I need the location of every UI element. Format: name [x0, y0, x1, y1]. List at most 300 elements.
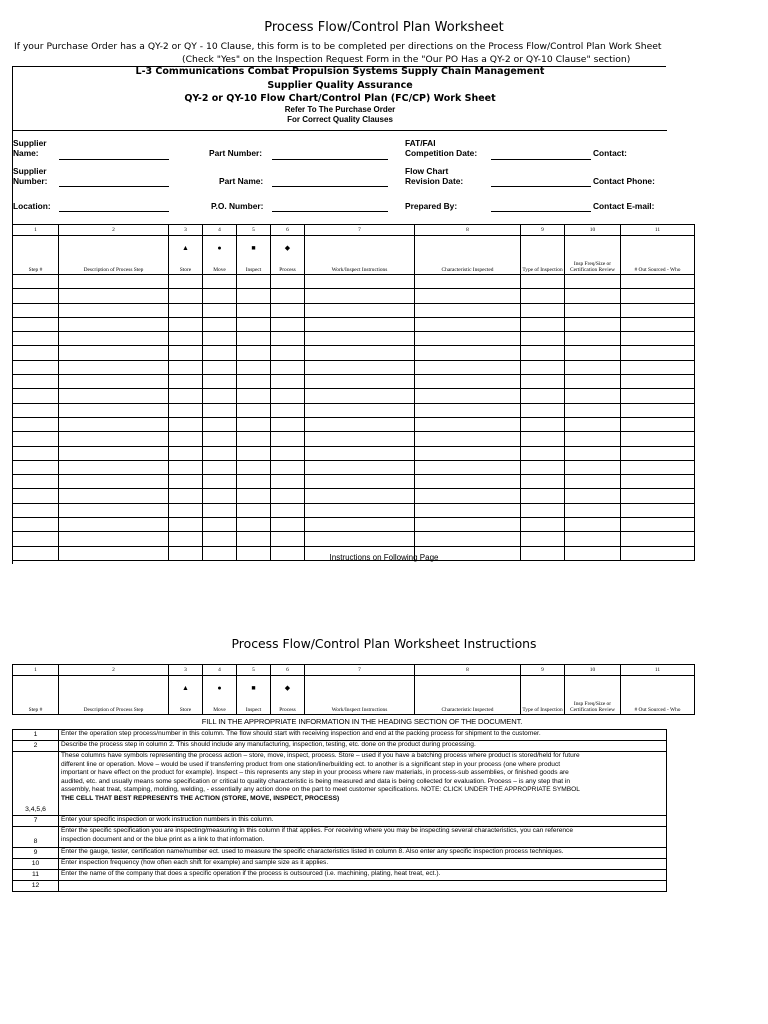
- entry-cell[interactable]: [237, 332, 271, 346]
- entry-cell[interactable]: [271, 360, 305, 374]
- instruction-text-line: audited, etc. and usually means some specification or critical to quality characteristic is being measured and data is being collected for evaluation. Process – is any step that in: [61, 777, 571, 785]
- entry-cell[interactable]: [13, 317, 59, 331]
- entry-cell[interactable]: [565, 332, 621, 346]
- entry-cell[interactable]: [271, 303, 305, 317]
- entry-cell[interactable]: [521, 532, 565, 546]
- entry-cell[interactable]: [621, 375, 695, 389]
- entry-cell[interactable]: [271, 489, 305, 503]
- entry-cell[interactable]: [237, 460, 271, 474]
- entry-cell[interactable]: [415, 403, 521, 417]
- entry-cell[interactable]: [13, 403, 59, 417]
- entry-cell[interactable]: [621, 389, 695, 403]
- worksheet-title: Process Flow/Control Plan Worksheet: [264, 20, 504, 35]
- entry-cell[interactable]: [415, 432, 521, 446]
- entry-cell[interactable]: [237, 432, 271, 446]
- entry-cell[interactable]: [237, 403, 271, 417]
- entry-cell[interactable]: [13, 518, 59, 532]
- entry-cell[interactable]: [271, 289, 305, 303]
- inspect-square-icon: ■: [251, 684, 256, 692]
- entry-cell[interactable]: [565, 303, 621, 317]
- entry-cell[interactable]: [621, 432, 695, 446]
- entry-cell[interactable]: [59, 303, 169, 317]
- entry-cell[interactable]: [415, 532, 521, 546]
- entry-cell[interactable]: [59, 475, 169, 489]
- entry-cell[interactable]: [521, 475, 565, 489]
- entry-cell[interactable]: [621, 417, 695, 431]
- entry-cell[interactable]: [521, 503, 565, 517]
- process-diamond-icon: ◆: [284, 684, 291, 692]
- entry-cell[interactable]: [13, 446, 59, 460]
- entry-cell[interactable]: [13, 332, 59, 346]
- entry-cell[interactable]: [565, 375, 621, 389]
- entry-cell[interactable]: [169, 275, 203, 289]
- location-label: Location:: [13, 201, 51, 211]
- entry-cell[interactable]: [169, 532, 203, 546]
- entry-cell[interactable]: [305, 460, 415, 474]
- instructions-col-header: [169, 676, 203, 715]
- entry-cell[interactable]: [521, 389, 565, 403]
- entry-cell[interactable]: [521, 332, 565, 346]
- entry-cell[interactable]: [59, 289, 169, 303]
- entry-cell[interactable]: [415, 489, 521, 503]
- entry-cell[interactable]: [305, 275, 415, 289]
- entry-cell[interactable]: [237, 532, 271, 546]
- worksheet-col-label: Inspect: [245, 267, 262, 273]
- entry-cell[interactable]: [621, 489, 695, 503]
- entry-cell[interactable]: [13, 275, 59, 289]
- po-clause-note: If your Purchase Order has a QY-2 or QY - 10 Clause, this form is to be completed per directions on the Process Flow/Control Plan Work Sheet: [14, 41, 662, 52]
- entry-cell[interactable]: [621, 460, 695, 474]
- entry-cell[interactable]: [169, 432, 203, 446]
- entry-cell[interactable]: [271, 389, 305, 403]
- entry-cell[interactable]: [305, 417, 415, 431]
- worksheet-col-label: Characteristic Inspected: [441, 267, 494, 273]
- entry-cell[interactable]: [305, 375, 415, 389]
- entry-cell[interactable]: [169, 332, 203, 346]
- entry-cell[interactable]: [305, 532, 415, 546]
- instruction-text-line: THE CELL THAT BEST REPRESENTS THE ACTION (STORE, MOVE, INSPECT, PROCESS): [61, 794, 340, 802]
- entry-cell[interactable]: [169, 403, 203, 417]
- worksheet-col-number: 9: [521, 225, 565, 236]
- entry-cell[interactable]: [13, 489, 59, 503]
- refer-note-1: Refer To The Purchase Order: [284, 105, 396, 114]
- part-number-field[interactable]: [272, 159, 388, 160]
- entry-cell[interactable]: [203, 289, 237, 303]
- refer-note-2: For Correct Quality Clauses: [287, 115, 393, 124]
- entry-cell[interactable]: [169, 475, 203, 489]
- entry-cell[interactable]: [621, 446, 695, 460]
- entry-cell[interactable]: [59, 489, 169, 503]
- entry-cell[interactable]: [271, 518, 305, 532]
- entry-cell[interactable]: [271, 475, 305, 489]
- po-number-label: P.O. Number:: [211, 201, 264, 211]
- instructions-col-header: [271, 676, 305, 715]
- contact-email-label: Contact E-mail:: [593, 201, 655, 211]
- entry-cell[interactable]: [521, 460, 565, 474]
- entry-cell[interactable]: [415, 289, 521, 303]
- worksheet-col-label: Type of Inspection: [522, 267, 563, 273]
- worksheet-col-label: Description of Process Step: [83, 267, 144, 273]
- entry-cell[interactable]: [13, 475, 59, 489]
- entry-cell[interactable]: [305, 446, 415, 460]
- worksheet-col-header: [415, 236, 521, 275]
- entry-cell[interactable]: [271, 332, 305, 346]
- entry-cell[interactable]: [59, 532, 169, 546]
- entry-cell[interactable]: [169, 360, 203, 374]
- worksheet-col-header: [203, 236, 237, 275]
- worksheet-grid: [12, 224, 695, 561]
- entry-cell[interactable]: [565, 275, 621, 289]
- entry-cell[interactable]: [203, 503, 237, 517]
- entry-cell[interactable]: [271, 317, 305, 331]
- entry-cell[interactable]: [59, 346, 169, 360]
- entry-cell[interactable]: [305, 360, 415, 374]
- entry-cell[interactable]: [59, 460, 169, 474]
- entry-cell[interactable]: [203, 489, 237, 503]
- entry-cell[interactable]: [203, 389, 237, 403]
- prepared-by-field[interactable]: [491, 211, 591, 212]
- entry-cell[interactable]: [271, 432, 305, 446]
- entry-cell[interactable]: [169, 389, 203, 403]
- entry-cell[interactable]: [203, 417, 237, 431]
- entry-cell[interactable]: [305, 317, 415, 331]
- entry-cell[interactable]: [621, 475, 695, 489]
- entry-cell[interactable]: [59, 446, 169, 460]
- entry-cell[interactable]: [415, 375, 521, 389]
- entry-cell[interactable]: [271, 417, 305, 431]
- entry-cell[interactable]: [13, 360, 59, 374]
- instruction-column-key: 9: [13, 848, 59, 859]
- instructions-col-header: [521, 676, 565, 715]
- entry-cell[interactable]: [271, 460, 305, 474]
- instruction-row: [13, 752, 667, 816]
- entry-cell[interactable]: [237, 389, 271, 403]
- entry-cell[interactable]: [565, 532, 621, 546]
- entry-cell[interactable]: [59, 389, 169, 403]
- entry-cell[interactable]: [13, 289, 59, 303]
- entry-cell[interactable]: [237, 489, 271, 503]
- entry-cell[interactable]: [203, 532, 237, 546]
- instruction-row: [13, 741, 667, 752]
- instructions-col-number: 11: [621, 665, 695, 676]
- entry-cell[interactable]: [59, 275, 169, 289]
- entry-cell[interactable]: [237, 346, 271, 360]
- entry-cell[interactable]: [203, 275, 237, 289]
- entry-cell[interactable]: [169, 518, 203, 532]
- entry-cell[interactable]: [237, 360, 271, 374]
- entry-cell[interactable]: [13, 460, 59, 474]
- entry-cell[interactable]: [521, 317, 565, 331]
- move-circle-icon: ●: [217, 244, 222, 252]
- worksheet-col-number: 8: [415, 225, 521, 236]
- instructions-col-number: 1: [13, 665, 59, 676]
- worksheet-col-label: # Out Sourced - Who: [634, 267, 681, 273]
- entry-cell[interactable]: [169, 346, 203, 360]
- entry-cell[interactable]: [521, 375, 565, 389]
- entry-cell[interactable]: [621, 346, 695, 360]
- entry-cell[interactable]: [521, 289, 565, 303]
- entry-cell[interactable]: [305, 389, 415, 403]
- entry-cell[interactable]: [565, 317, 621, 331]
- entry-cell[interactable]: [621, 503, 695, 517]
- instructions-col-label: Work/Inspect Instructions: [331, 707, 388, 713]
- entry-cell[interactable]: [521, 403, 565, 417]
- worksheet-col-number: 7: [305, 225, 415, 236]
- instruction-text: Enter your specific inspection or work instruction numbers in this column.: [59, 816, 667, 827]
- entry-cell[interactable]: [415, 503, 521, 517]
- instruction-row: [13, 848, 667, 859]
- instructions-col-label: Type of Inspection: [522, 707, 563, 713]
- entry-cell[interactable]: [415, 360, 521, 374]
- entry-cell[interactable]: [271, 275, 305, 289]
- instruction-text: Enter the name of the company that does a specific operation if the process is outsourced (i.e. machining, plating, heat treat, ect.).: [59, 870, 667, 881]
- table-row: [13, 489, 695, 503]
- entry-cell[interactable]: [415, 446, 521, 460]
- inspect-square-icon: ■: [251, 244, 256, 252]
- instructions-col-number: 7: [305, 665, 415, 676]
- entry-cell[interactable]: [621, 518, 695, 532]
- entry-cell[interactable]: [59, 317, 169, 331]
- supplier-number-field[interactable]: [59, 186, 169, 187]
- table-row: [13, 332, 695, 346]
- entry-cell[interactable]: [521, 360, 565, 374]
- entry-cell[interactable]: [565, 460, 621, 474]
- entry-cell[interactable]: [13, 503, 59, 517]
- entry-cell[interactable]: [305, 403, 415, 417]
- entry-cell[interactable]: [237, 375, 271, 389]
- entry-cell[interactable]: [521, 417, 565, 431]
- instructions-col-label: Characteristic Inspected: [441, 707, 494, 713]
- entry-cell[interactable]: [305, 432, 415, 446]
- entry-cell[interactable]: [13, 432, 59, 446]
- entry-cell[interactable]: [169, 375, 203, 389]
- entry-cell[interactable]: [271, 503, 305, 517]
- entry-cell[interactable]: [415, 417, 521, 431]
- entry-cell[interactable]: [237, 475, 271, 489]
- entry-cell[interactable]: [59, 375, 169, 389]
- entry-cell[interactable]: [59, 417, 169, 431]
- instruction-row: [13, 870, 667, 881]
- entry-cell[interactable]: [521, 303, 565, 317]
- entry-cell[interactable]: [415, 460, 521, 474]
- worksheet-col-number: 1: [13, 225, 59, 236]
- process-diamond-icon: ◆: [284, 244, 291, 252]
- worksheet-col-label: Work/Inspect Instructions: [331, 267, 388, 273]
- instruction-column-key: 11: [13, 870, 59, 881]
- entry-cell[interactable]: [521, 489, 565, 503]
- entry-cell[interactable]: [521, 346, 565, 360]
- worksheet-col-label: Store: [179, 267, 192, 273]
- entry-cell[interactable]: [59, 360, 169, 374]
- entry-cell[interactable]: [415, 389, 521, 403]
- entry-cell[interactable]: [203, 446, 237, 460]
- entry-cell[interactable]: [13, 417, 59, 431]
- entry-cell[interactable]: [203, 518, 237, 532]
- entry-cell[interactable]: [203, 403, 237, 417]
- entry-cell[interactable]: [271, 346, 305, 360]
- instructions-col-header: [59, 676, 169, 715]
- entry-cell[interactable]: [271, 532, 305, 546]
- entry-cell[interactable]: [203, 360, 237, 374]
- instruction-text: Enter the operation step process/number in this column. The flow should start with receiving inspection and end at the packing process for shipment to the customer.: [59, 730, 667, 741]
- table-row: [13, 389, 695, 403]
- supplier-name-label: Supplier Name:: [13, 138, 47, 158]
- entry-cell[interactable]: [237, 275, 271, 289]
- worksheet-col-number: 4: [203, 225, 237, 236]
- entry-cell[interactable]: [59, 503, 169, 517]
- entry-cell[interactable]: [203, 346, 237, 360]
- instructions-col-number: 3: [169, 665, 203, 676]
- instruction-text-line: different line or operation. Move – would be used if transferring product from one station/line/building ect. to another is a significant step in your process (one where product: [61, 760, 561, 768]
- entry-cell[interactable]: [169, 503, 203, 517]
- entry-cell[interactable]: [565, 403, 621, 417]
- entry-cell[interactable]: [169, 317, 203, 331]
- instructions-col-number: 8: [415, 665, 521, 676]
- entry-cell[interactable]: [305, 475, 415, 489]
- entry-cell[interactable]: [565, 446, 621, 460]
- entry-cell[interactable]: [59, 432, 169, 446]
- entry-cell[interactable]: [565, 389, 621, 403]
- entry-cell[interactable]: [305, 489, 415, 503]
- entry-cell[interactable]: [621, 360, 695, 374]
- worksheet-col-number: 10: [565, 225, 621, 236]
- entry-cell[interactable]: [169, 303, 203, 317]
- entry-cell[interactable]: [237, 503, 271, 517]
- entry-cell[interactable]: [415, 518, 521, 532]
- instructions-col-label: Insp Freq/Size or Certification Review: [569, 701, 616, 713]
- entry-cell[interactable]: [521, 518, 565, 532]
- entry-cell[interactable]: [305, 303, 415, 317]
- form-title: QY-2 or QY-10 Flow Chart/Control Plan (FC/CP) Work Sheet: [184, 93, 496, 104]
- entry-cell[interactable]: [237, 417, 271, 431]
- instructions-col-label: Move: [213, 707, 226, 713]
- supplier-name-field[interactable]: [59, 159, 169, 160]
- flow-chart-field[interactable]: [491, 186, 591, 187]
- instruction-text: [59, 752, 667, 816]
- entry-cell[interactable]: [237, 518, 271, 532]
- entry-cell[interactable]: [13, 303, 59, 317]
- part-name-field[interactable]: [272, 186, 388, 187]
- entry-cell[interactable]: [565, 489, 621, 503]
- entry-cell[interactable]: [13, 375, 59, 389]
- entry-cell[interactable]: [13, 389, 59, 403]
- entry-cell[interactable]: [169, 417, 203, 431]
- entry-cell[interactable]: [203, 317, 237, 331]
- instructions-column-grid: [12, 664, 695, 715]
- entry-cell[interactable]: [621, 289, 695, 303]
- entry-cell[interactable]: [621, 275, 695, 289]
- entry-cell[interactable]: [203, 460, 237, 474]
- location-field[interactable]: [59, 211, 169, 212]
- fill-heading-banner: FILL IN THE APPROPRIATE INFORMATION IN THE HEADING SECTION OF THE DOCUMENT.: [201, 717, 523, 726]
- entry-cell[interactable]: [565, 360, 621, 374]
- entry-cell[interactable]: [203, 432, 237, 446]
- entry-cell[interactable]: [521, 446, 565, 460]
- entry-cell[interactable]: [203, 375, 237, 389]
- entry-cell[interactable]: [13, 532, 59, 546]
- entry-cell[interactable]: [565, 475, 621, 489]
- entry-cell[interactable]: [621, 303, 695, 317]
- instruction-column-key: 1: [13, 730, 59, 741]
- entry-cell[interactable]: [237, 446, 271, 460]
- entry-cell[interactable]: [621, 403, 695, 417]
- table-row: [13, 432, 695, 446]
- instructions-col-label: # Out Sourced - Who: [634, 707, 681, 713]
- entry-cell[interactable]: [305, 346, 415, 360]
- entry-cell[interactable]: [415, 346, 521, 360]
- entry-cell[interactable]: [13, 346, 59, 360]
- table-row: [13, 503, 695, 517]
- instructions-col-number: 10: [565, 665, 621, 676]
- instructions-col-header: [565, 676, 621, 715]
- entry-cell[interactable]: [415, 332, 521, 346]
- entry-cell[interactable]: [271, 403, 305, 417]
- worksheet-col-header: [621, 236, 695, 275]
- entry-cell[interactable]: [415, 475, 521, 489]
- entry-cell[interactable]: [203, 332, 237, 346]
- entry-cell[interactable]: [237, 289, 271, 303]
- entry-cell[interactable]: [203, 303, 237, 317]
- instructions-col-header: [203, 676, 237, 715]
- entry-cell[interactable]: [59, 332, 169, 346]
- entry-cell[interactable]: [521, 432, 565, 446]
- company-name: L-3 Communications Combat Propulsion Systems Supply Chain Management: [135, 66, 545, 77]
- instruction-row: [13, 881, 667, 892]
- entry-cell[interactable]: [305, 518, 415, 532]
- entry-cell[interactable]: [415, 303, 521, 317]
- entry-cell[interactable]: [203, 475, 237, 489]
- store-triangle-icon: ▲: [182, 684, 189, 692]
- entry-cell[interactable]: [59, 403, 169, 417]
- entry-cell[interactable]: [237, 303, 271, 317]
- instructions-col-header: [621, 676, 695, 715]
- entry-cell[interactable]: [271, 446, 305, 460]
- entry-cell[interactable]: [237, 317, 271, 331]
- entry-cell[interactable]: [59, 518, 169, 532]
- worksheet-col-header: [565, 236, 621, 275]
- store-triangle-icon: ▲: [182, 244, 189, 252]
- entry-cell[interactable]: [305, 503, 415, 517]
- entry-cell[interactable]: [169, 489, 203, 503]
- entry-cell[interactable]: [521, 275, 565, 289]
- entry-cell[interactable]: [565, 346, 621, 360]
- entry-cell[interactable]: [415, 275, 521, 289]
- entry-cell[interactable]: [621, 332, 695, 346]
- entry-cell[interactable]: [271, 375, 305, 389]
- instruction-column-key: 10: [13, 859, 59, 870]
- instruction-text-line: important or have effect on the product for example). Inspect – this represents any step in your process where raw materials, in process-sub assemblies, or finished goods are: [61, 769, 569, 777]
- entry-cell[interactable]: [169, 289, 203, 303]
- entry-cell[interactable]: [169, 446, 203, 460]
- entry-cell[interactable]: [305, 289, 415, 303]
- entry-cell[interactable]: [565, 432, 621, 446]
- entry-cell[interactable]: [565, 417, 621, 431]
- table-row: [13, 475, 695, 489]
- entry-cell[interactable]: [415, 317, 521, 331]
- entry-cell[interactable]: [621, 317, 695, 331]
- entry-cell[interactable]: [565, 289, 621, 303]
- entry-cell[interactable]: [565, 518, 621, 532]
- entry-cell[interactable]: [305, 332, 415, 346]
- po-number-field[interactable]: [272, 211, 388, 212]
- entry-cell[interactable]: [565, 503, 621, 517]
- instruction-text-line: These columns have symbols representing the process action – store, move, inspect, process. Store – used if you have a batching process where product is stored/held for future: [61, 752, 580, 759]
- instructions-col-number: 6: [271, 665, 305, 676]
- entry-cell[interactable]: [621, 532, 695, 546]
- fat-fai-field[interactable]: [491, 159, 591, 160]
- worksheet-col-header: [59, 236, 169, 275]
- entry-cell[interactable]: [169, 460, 203, 474]
